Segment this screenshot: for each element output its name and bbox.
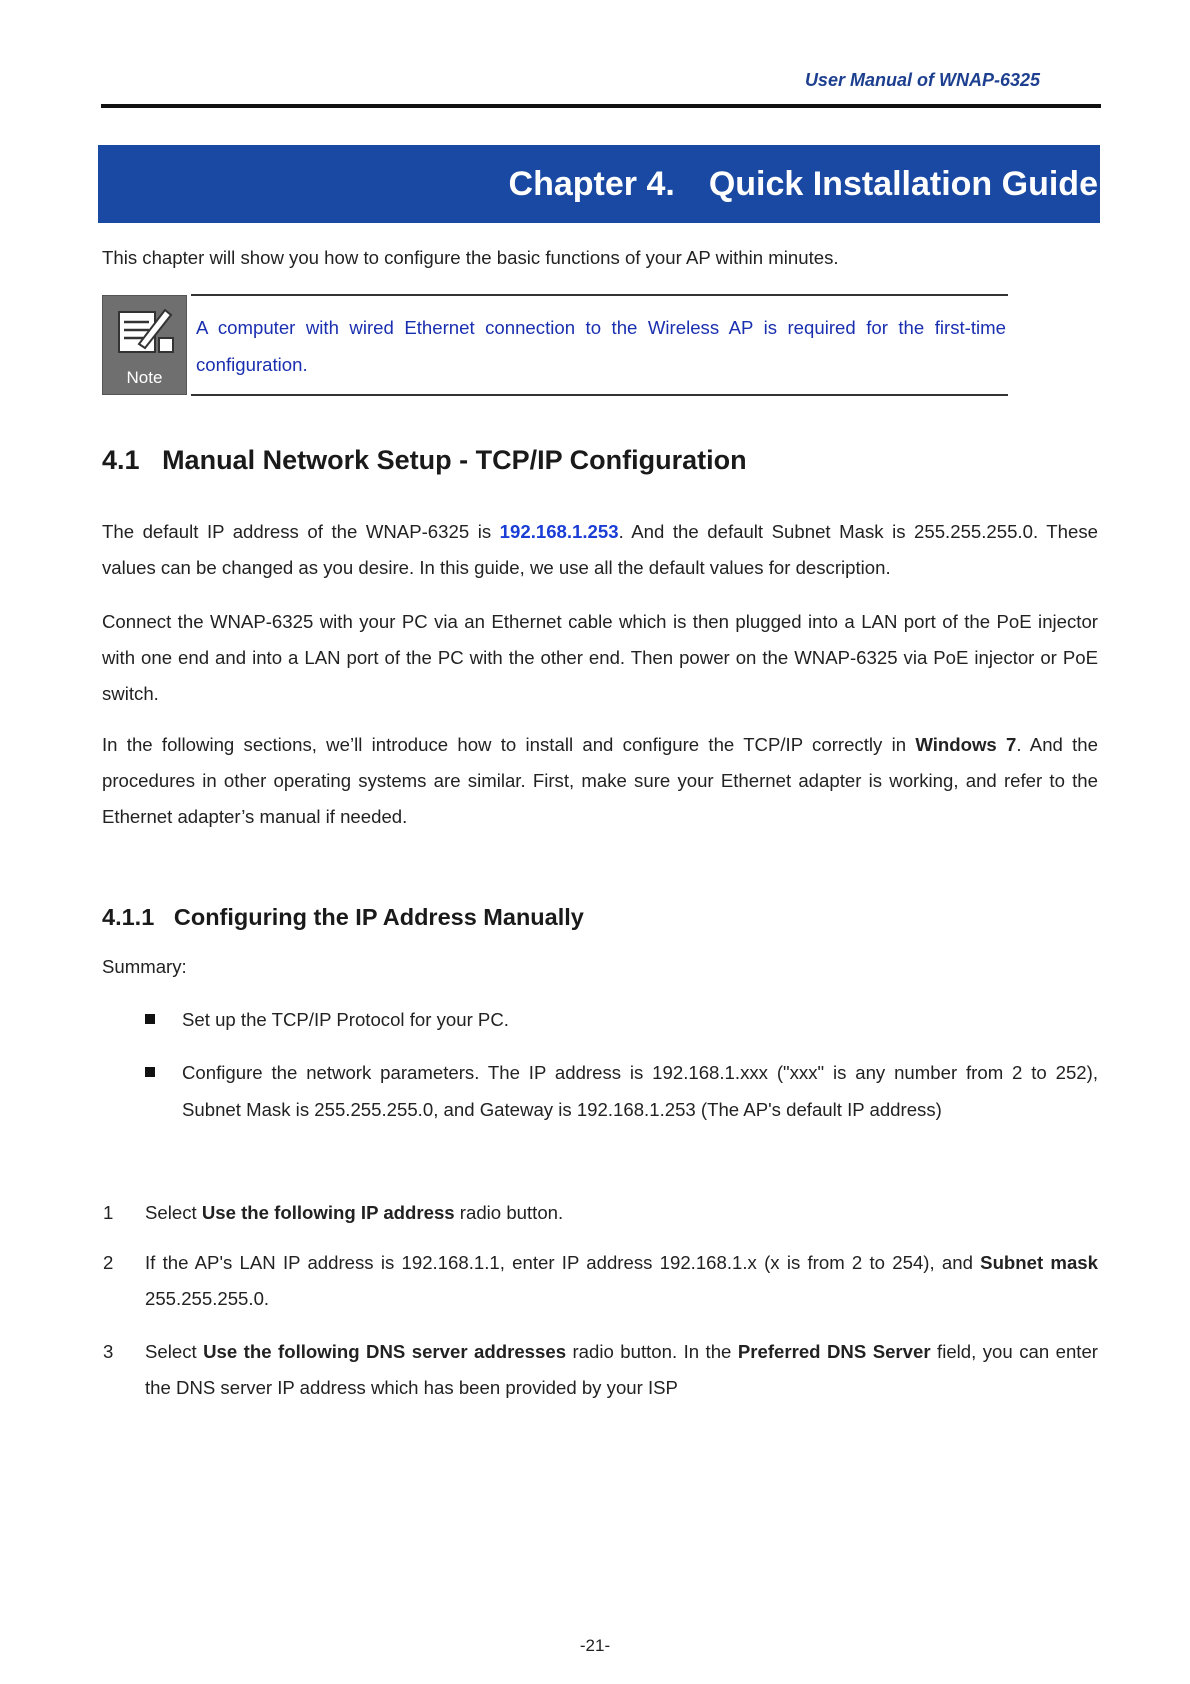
section-title: Manual Network Setup - TCP/IP Configuration xyxy=(162,445,747,475)
note-icon xyxy=(102,295,187,395)
subsection-number: 4.1.1 xyxy=(102,904,155,930)
step-item: Select Use the following IP address radio button. xyxy=(145,1202,564,1223)
note-text: A computer with wired Ethernet connection to the Wireless AP is required for the first-time configuration. xyxy=(196,317,1006,375)
step-item: Select Use the following DNS server addresses radio button. In the Preferred DNS Server field, you can enter the DNS server IP address which has been provided by your ISP xyxy=(145,1341,1098,1398)
step-number: 1 xyxy=(103,1202,114,1223)
note-bottom-rule xyxy=(191,394,1008,396)
header-rule xyxy=(101,104,1101,108)
paragraph-default-ip: The default IP address of the WNAP-6325 is 192.168.1.253. And the default Subnet Mask is 255.255.255.0. These values can be changed as you desire. In this guide, we use all the default values for description. xyxy=(102,521,1098,578)
bullet-marker xyxy=(145,1014,155,1024)
section-number: 4.1 xyxy=(102,445,140,475)
paragraph-connect: Connect the WNAP-6325 with your PC via an Ethernet cable which is then plugged into a LAN port of the PoE injector with one end and into a LAN port of the PC with the other end. Then power on the WNAP-6325 via PoE injector or PoE switch. xyxy=(102,611,1098,704)
note-top-rule xyxy=(191,294,1008,296)
chapter-banner xyxy=(98,145,1100,223)
page-number: -21- xyxy=(579,1636,611,1655)
chapter-number: Chapter 4. xyxy=(508,164,675,203)
intro-paragraph: This chapter will show you how to configure the basic functions of your AP within minutes. xyxy=(102,247,839,268)
step-number: 2 xyxy=(103,1252,114,1273)
chapter-title: Quick Installation Guide xyxy=(708,164,1098,203)
bullet-item: Set up the TCP/IP Protocol for your PC. xyxy=(182,1009,509,1030)
summary-label: Summary: xyxy=(102,956,187,977)
step-item: If the AP's LAN IP address is 192.168.1.1, enter IP address 192.168.1.x (x is from 2 to 254), and Subnet mask 255.255.255.0. xyxy=(145,1252,1098,1309)
bullet-item: Configure the network parameters. The IP address is 192.168.1.xxx ("xxx" is any number from 2 to 252), Subnet Mask is 255.255.255.0, and Gateway is 192.168.1.253 (The AP's default IP address) xyxy=(182,1062,1098,1120)
section-heading-4-1 xyxy=(102,445,747,476)
running-header: User Manual of WNAP-6325 xyxy=(804,70,1040,90)
section-heading-4-1-1 xyxy=(102,904,584,931)
paragraph-windows: In the following sections, we’ll introduce how to install and configure the TCP/IP correctly in Windows 7. And the procedures in other operating systems are similar. First, make sure your Ethernet adapter is working, and refer to the Ethernet adapter’s manual if needed. xyxy=(102,734,1098,827)
note-icon-label: Note xyxy=(126,368,163,387)
bullet-marker xyxy=(145,1067,155,1077)
subsection-title: Configuring the IP Address Manually xyxy=(173,904,584,930)
default-ip-address: 192.168.1.253 xyxy=(499,521,619,542)
windows-version: Windows 7 xyxy=(915,734,1017,755)
step-number: 3 xyxy=(103,1341,114,1362)
